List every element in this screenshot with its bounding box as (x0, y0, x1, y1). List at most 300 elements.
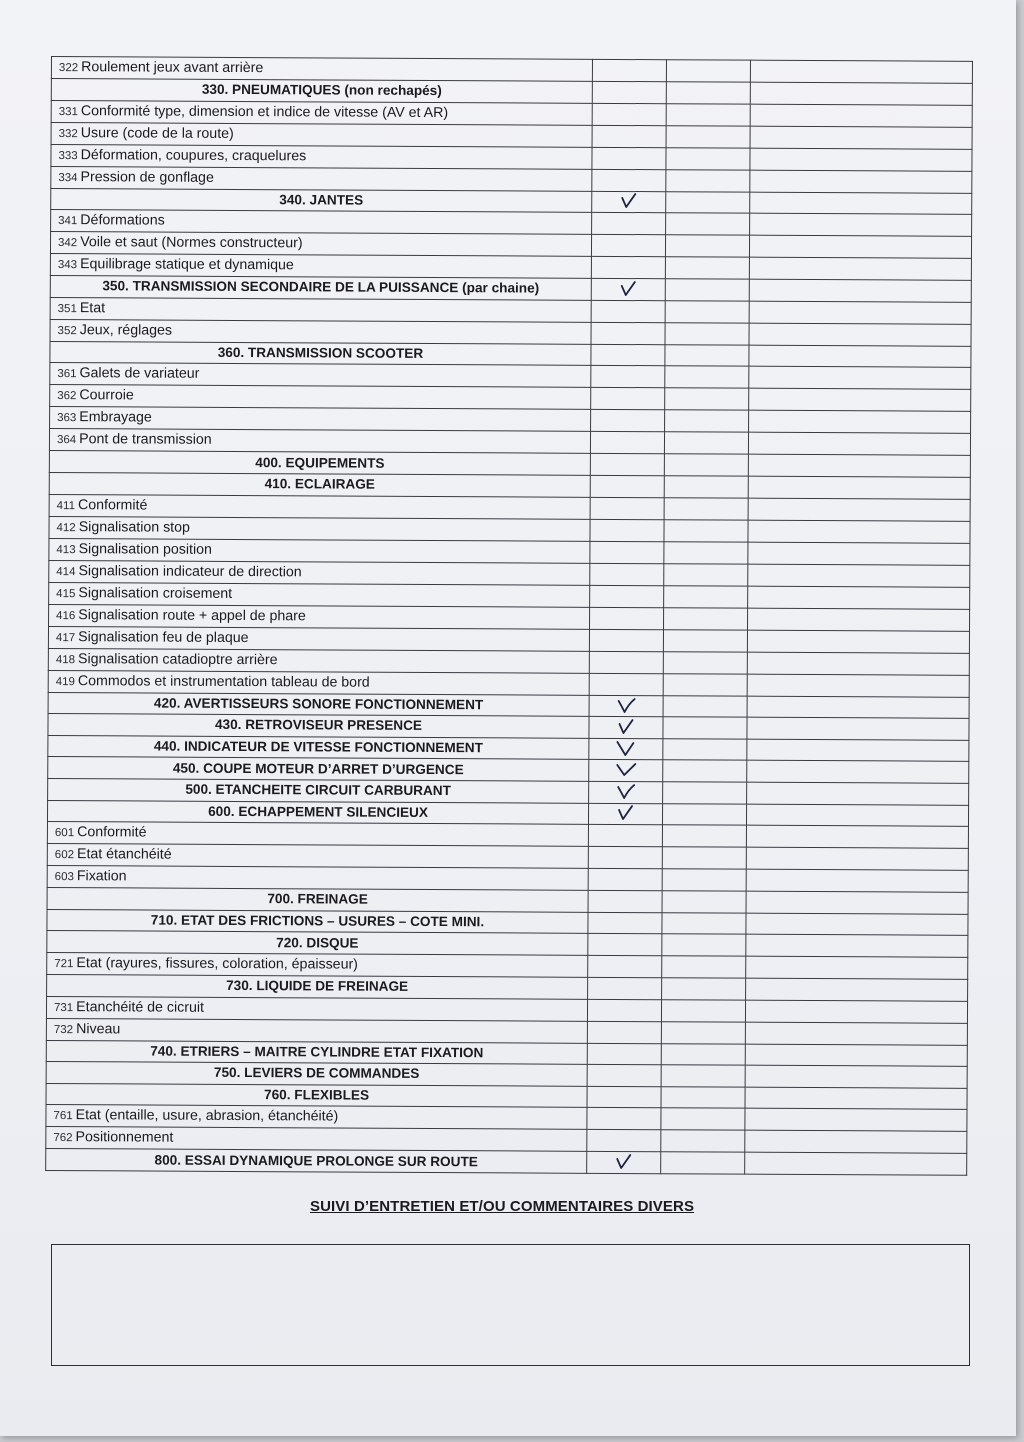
section-heading-text: 700. FREINAGE (267, 891, 368, 908)
item-label (48, 626, 589, 651)
blank-cell (748, 455, 970, 478)
check-cell (592, 103, 666, 125)
blank-cell (662, 934, 746, 956)
check-cell (590, 585, 664, 607)
inspection-checklist (45, 56, 973, 1176)
blank-cell (663, 673, 747, 695)
item-label (49, 429, 590, 454)
blank-cell (662, 956, 746, 978)
blank-cell (745, 1130, 967, 1153)
item-number: 342 (57, 237, 78, 250)
item-text: Signalisation route + appel de phare (78, 606, 306, 624)
blank-cell (663, 629, 747, 651)
item-label (50, 232, 591, 257)
check-cell (590, 563, 664, 585)
blank-cell (666, 82, 750, 104)
blank-cell (665, 345, 749, 367)
comments-box (51, 1244, 970, 1366)
item-text: Déformations (80, 212, 165, 229)
item-text: Signalisation feu de plaque (78, 628, 249, 646)
check-cell (592, 213, 666, 235)
item-text: Roulement jeux avant arrière (81, 59, 264, 77)
section-heading-text: 450. COUPE MOTEUR D’ARRET D’URGENCE (172, 760, 464, 777)
blank-cell (663, 760, 747, 782)
item-label (51, 122, 592, 147)
blank-cell (746, 804, 968, 827)
item-label (49, 494, 590, 519)
blank-cell (748, 433, 970, 456)
check-cell (588, 934, 662, 956)
blank-cell (749, 301, 971, 324)
item-label (47, 866, 588, 891)
check-cell (590, 497, 664, 519)
blank-cell (662, 869, 746, 891)
item-label (49, 516, 590, 541)
blank-cell (661, 999, 745, 1021)
blank-cell (748, 542, 970, 565)
blank-cell (749, 389, 971, 412)
blank-cell (662, 912, 746, 934)
item-label (50, 297, 591, 322)
blank-cell (748, 498, 970, 521)
item-text: Conformité type, dimension et indice de vitesse (AV et AR) (80, 102, 449, 121)
blank-cell (661, 1108, 745, 1130)
blank-cell (745, 1152, 967, 1175)
blank-cell (749, 411, 971, 434)
checkmark-icon (613, 761, 639, 781)
item-number: 416 (56, 609, 76, 622)
item-label (48, 648, 589, 673)
blank-cell (746, 891, 968, 914)
item-label (47, 952, 588, 977)
item-number: 364 (56, 434, 77, 447)
item-text: Signalisation stop (78, 518, 190, 536)
check-cell (591, 257, 665, 279)
item-label (47, 844, 588, 869)
item-text: Etat (rayures, fissures, coloration, épaisseur) (76, 955, 358, 973)
item-number: 334 (58, 171, 78, 184)
item-number: 363 (57, 412, 77, 425)
item-number: 341 (58, 215, 78, 228)
item-label (50, 363, 591, 388)
blank-cell (665, 279, 749, 301)
check-cell (592, 147, 666, 169)
item-number: 322 (58, 62, 79, 75)
section-heading-text: 350. TRANSMISSION SECONDAIRE DE LA PUISSANCE (par chaine) (102, 278, 540, 297)
check-cell (590, 519, 664, 541)
blank-cell (746, 869, 968, 892)
check-cell (590, 454, 664, 476)
section-heading-text: 340. JANTES (279, 192, 364, 208)
item-text: Equilibrage statique et dynamique (80, 256, 294, 274)
check-cell (588, 824, 662, 846)
item-label (50, 385, 591, 410)
check-cell (587, 1064, 661, 1086)
blank-cell (665, 366, 749, 388)
item-number: 361 (57, 368, 77, 381)
blank-cell (749, 257, 971, 280)
item-number: 333 (58, 149, 78, 162)
check-cell (592, 191, 666, 213)
checkmark-icon (612, 804, 638, 824)
item-number: 419 (55, 675, 75, 688)
item-label (46, 1105, 587, 1130)
item-label (47, 822, 588, 847)
blank-cell (666, 60, 750, 82)
item-text: Commodos et instrumentation tableau de bord (77, 672, 370, 691)
blank-cell (664, 563, 748, 585)
blank-cell (664, 432, 748, 454)
section-heading (47, 800, 588, 824)
blank-cell (747, 760, 969, 783)
blank-cell (750, 213, 972, 236)
comments-title: SUIVI D’ENTRETIEN ET/OU COMMENTAIRES DIVERS (310, 1198, 695, 1215)
section-heading-text: 730. LIQUIDE DE FREINAGE (226, 978, 409, 995)
item-text: Niveau (76, 1020, 121, 1037)
section-heading (47, 888, 588, 912)
blank-cell (662, 978, 746, 1000)
check-cell (591, 322, 665, 344)
section-heading (48, 757, 589, 781)
check-cell (591, 388, 665, 410)
item-number: 721 (54, 957, 74, 971)
section-heading-text: 800. ESSAI DYNAMIQUE PROLONGE SUR ROUTE (154, 1152, 478, 1169)
blank-cell (664, 585, 748, 607)
item-label (51, 144, 592, 169)
blank-cell (666, 169, 750, 191)
check-cell (592, 125, 666, 147)
blank-cell (747, 782, 969, 805)
blank-cell (749, 345, 971, 368)
blank-cell (750, 170, 972, 193)
check-cell (589, 673, 663, 695)
item-label (50, 319, 591, 344)
blank-cell (662, 891, 746, 913)
blank-cell (666, 125, 750, 147)
section-heading (49, 472, 590, 496)
check-cell (588, 846, 662, 868)
check-cell (587, 1152, 661, 1174)
item-label (49, 538, 590, 563)
section-heading (49, 451, 590, 475)
item-number: 331 (58, 105, 78, 118)
check-cell (589, 695, 663, 717)
section-heading-text: 410. ECLAIRAGE (264, 476, 375, 492)
check-cell (588, 912, 662, 934)
item-text: Courroie (79, 387, 134, 404)
blank-cell (666, 213, 750, 235)
blank-cell (665, 301, 749, 323)
check-cell (587, 1130, 661, 1152)
item-text: Galets de variateur (79, 365, 200, 383)
check-cell (587, 999, 661, 1021)
item-text: Pression de gonflage (80, 168, 214, 186)
blank-cell (745, 1022, 967, 1045)
section-heading-text: 720. DISQUE (276, 934, 359, 951)
blank-cell (745, 1044, 967, 1067)
item-label (49, 560, 590, 585)
item-label (51, 100, 592, 125)
check-cell (588, 890, 662, 912)
blank-cell (748, 520, 970, 543)
blank-cell (663, 651, 747, 673)
blank-cell (665, 235, 749, 257)
blank-cell (664, 519, 748, 541)
blank-cell (661, 1021, 745, 1043)
item-text: Signalisation croisement (78, 584, 233, 602)
blank-cell (745, 1108, 967, 1131)
checkmark-icon (611, 1153, 637, 1173)
item-label (51, 57, 592, 82)
item-number: 414 (56, 565, 76, 578)
check-cell (588, 803, 662, 825)
check-cell (588, 955, 662, 977)
blank-cell (747, 630, 969, 653)
section-heading-text: 740. ETRIERS – MAITRE CYLINDRE ETAT FIXATION (150, 1043, 484, 1061)
blank-cell (749, 235, 971, 258)
item-text: Signalisation catadioptre arrière (77, 650, 278, 668)
check-cell (590, 541, 664, 563)
item-number: 731 (53, 1001, 74, 1014)
blank-cell (749, 323, 971, 346)
check-cell (587, 1043, 661, 1065)
blank-cell (747, 739, 969, 762)
item-label (51, 210, 592, 235)
item-number: 601 (54, 827, 75, 840)
item-label (50, 254, 591, 279)
blank-cell (750, 126, 972, 149)
blank-cell (746, 825, 968, 848)
check-cell (587, 1021, 661, 1043)
section-heading-text: 750. LEVIERS DE COMMANDES (213, 1065, 420, 1082)
blank-cell (750, 82, 972, 105)
section-heading-text: 330. PNEUMATIQUES (non rechapés) (201, 82, 442, 99)
item-text: Fixation (76, 868, 127, 885)
item-label (48, 670, 589, 695)
item-number: 362 (57, 390, 77, 403)
check-cell (587, 1108, 661, 1130)
item-text: Usure (code de la route) (80, 124, 234, 142)
item-number: 413 (56, 543, 76, 556)
check-cell (590, 432, 664, 454)
blank-cell (750, 104, 972, 127)
item-label (46, 1018, 587, 1043)
blank-cell (663, 782, 747, 804)
blank-cell (665, 410, 749, 432)
item-text: Etat (79, 299, 106, 317)
section-heading-text: 600. ECHAPPEMENT SILENCIEUX (208, 803, 428, 820)
item-number: 603 (54, 871, 74, 884)
section-heading (51, 188, 592, 212)
check-cell (589, 760, 663, 782)
section-heading (46, 1149, 587, 1173)
checkmark-icon (613, 696, 639, 716)
check-cell (591, 410, 665, 432)
blank-cell (749, 279, 971, 302)
section-heading (46, 1083, 587, 1107)
item-number: 412 (56, 521, 76, 534)
item-text: Etat (entaille, usure, abrasion, étanchéité) (75, 1107, 339, 1125)
section-heading (48, 735, 589, 759)
blank-cell (750, 192, 972, 215)
checkmark-icon (615, 280, 641, 300)
item-label (51, 166, 592, 191)
item-number: 343 (57, 259, 78, 272)
blank-cell (750, 148, 972, 171)
blank-cell (746, 847, 968, 870)
section-heading (47, 974, 588, 998)
check-cell (589, 629, 663, 651)
check-cell (591, 344, 665, 366)
blank-cell (750, 60, 972, 83)
blank-cell (663, 738, 747, 760)
blank-cell (662, 803, 746, 825)
item-text: Pont de transmission (79, 431, 212, 449)
check-cell (588, 868, 662, 890)
check-cell (589, 716, 663, 738)
blank-cell (661, 1152, 745, 1174)
blank-cell (664, 607, 748, 629)
blank-cell (661, 1130, 745, 1152)
blank-cell (661, 1086, 745, 1108)
check-cell (592, 81, 666, 103)
section-heading (51, 79, 592, 103)
check-cell (590, 475, 664, 497)
blank-cell (746, 978, 968, 1001)
blank-cell (665, 388, 749, 410)
blank-cell (747, 674, 969, 697)
item-text: Conformité (77, 496, 148, 514)
item-number: 417 (55, 631, 76, 644)
check-cell (592, 59, 666, 81)
item-number: 602 (54, 849, 75, 862)
section-heading-text: 760. FLEXIBLES (264, 1087, 370, 1103)
blank-cell (665, 257, 749, 279)
section-heading-text: 440. INDICATEUR DE VITESSE FONCTIONNEMENT (153, 738, 483, 756)
blank-cell (664, 497, 748, 519)
blank-cell (745, 1000, 967, 1023)
blank-cell (664, 476, 748, 498)
checkmark-icon (616, 192, 642, 212)
check-cell (587, 1086, 661, 1108)
section-heading-text: 710. ETAT DES FRICTIONS – USURES – COTE MINI. (150, 912, 485, 930)
section-heading-text: 430. RETROVISEUR PRESENCE (214, 717, 423, 734)
item-label (50, 407, 591, 432)
item-label (49, 582, 590, 607)
item-text: Déformation, coupures, craquelures (80, 146, 307, 164)
blank-cell (747, 696, 969, 719)
blank-cell (663, 695, 747, 717)
check-cell (590, 607, 664, 629)
section-heading (48, 778, 589, 802)
check-cell (591, 366, 665, 388)
check-cell (591, 235, 665, 257)
item-label (46, 996, 587, 1021)
checkmark-icon (613, 782, 639, 802)
section-heading (46, 1040, 587, 1064)
section-heading (47, 931, 588, 955)
check-cell (589, 738, 663, 760)
check-cell (592, 169, 666, 191)
blank-cell (748, 586, 970, 609)
blank-cell (748, 476, 970, 499)
blank-cell (746, 956, 968, 979)
blank-cell (745, 1065, 967, 1088)
checkmark-icon (613, 739, 639, 759)
blank-cell (662, 847, 746, 869)
check-cell (588, 977, 662, 999)
check-cell (589, 651, 663, 673)
blank-cell (665, 323, 749, 345)
blank-cell (666, 191, 750, 213)
item-number: 352 (57, 324, 77, 337)
blank-cell (749, 367, 971, 390)
item-number: 418 (55, 653, 76, 666)
item-text: Signalisation position (78, 540, 212, 558)
checklist-body (46, 57, 973, 1176)
blank-cell (748, 564, 970, 587)
section-heading (46, 1062, 587, 1086)
section-heading-row (46, 1149, 967, 1175)
item-number: 415 (56, 587, 76, 600)
blank-cell (746, 913, 968, 936)
blank-cell (661, 1043, 745, 1065)
item-text: Etat étanchéité (76, 846, 172, 863)
item-text: Voile et saut (Normes constructeur) (80, 234, 303, 252)
check-cell (591, 279, 665, 301)
item-number: 411 (56, 499, 76, 512)
item-text: Embrayage (79, 409, 152, 426)
item-number: 351 (57, 302, 77, 315)
section-heading (48, 714, 589, 738)
item-number: 732 (53, 1023, 74, 1036)
section-heading (47, 909, 588, 933)
section-heading-text: 420. AVERTISSEURS SONORE FONCTIONNEMENT (153, 695, 484, 713)
item-label (46, 1127, 587, 1152)
blank-cell (662, 825, 746, 847)
blank-cell (661, 1065, 745, 1087)
blank-cell (666, 103, 750, 125)
checkmark-icon (613, 718, 639, 738)
check-cell (591, 300, 665, 322)
item-text: Signalisation indicateur de direction (78, 562, 302, 580)
section-heading-text: 400. EQUIPEMENTS (255, 454, 385, 471)
item-text: Jeux, réglages (79, 321, 173, 339)
blank-cell (663, 717, 747, 739)
blank-cell (745, 1087, 967, 1110)
blank-cell (666, 147, 750, 169)
item-number: 761 (53, 1110, 73, 1123)
blank-cell (748, 608, 970, 631)
blank-cell (664, 454, 748, 476)
section-heading-text: 360. TRANSMISSION SCOOTER (217, 344, 424, 362)
item-label (49, 604, 590, 629)
blank-cell (746, 934, 968, 957)
check-cell (589, 781, 663, 803)
section-heading (50, 341, 591, 365)
blank-cell (747, 717, 969, 740)
item-text: Conformité (77, 824, 147, 841)
section-heading-text: 500. ETANCHEITE CIRCUIT CARBURANT (185, 781, 451, 799)
section-heading (50, 276, 591, 300)
blank-cell (747, 652, 969, 675)
item-text: Etanchéité de cicruit (76, 998, 205, 1016)
item-text: Positionnement (75, 1129, 174, 1146)
section-heading (48, 692, 589, 716)
blank-cell (664, 541, 748, 563)
item-number: 332 (58, 127, 78, 140)
item-number: 762 (53, 1132, 73, 1145)
